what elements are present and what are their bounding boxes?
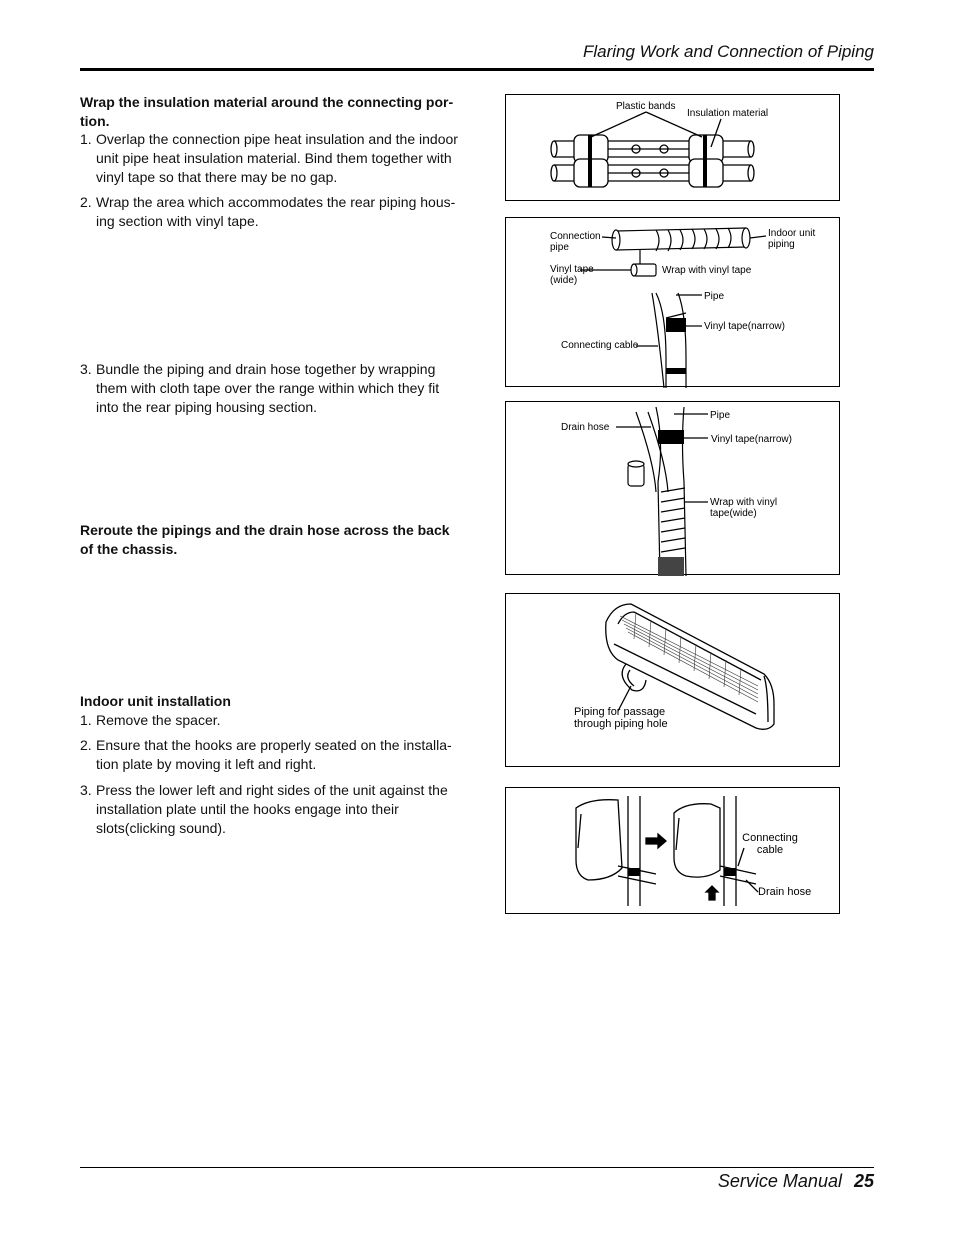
label-vinyl-tape-narrow: Vinyl tape(narrow) — [711, 434, 792, 445]
page-header-title: Flaring Work and Connection of Piping — [582, 42, 874, 61]
label-connecting-cable: Connecting cable — [561, 340, 639, 351]
step-text: Overlap the connection pipe heat insulation and the indoor unit pipe heat insulation material. Bind them together with vinyl tape so that there may be no gap. — [96, 131, 458, 185]
figure-drain-hose-bundle — [505, 401, 840, 575]
step-number: 1. — [80, 712, 92, 728]
label-vinyl-tape-wide: Vinyl tape (wide) — [550, 264, 594, 286]
label-connecting-cable: Connecting cable — [742, 832, 798, 856]
step-1-overlap — [80, 130, 465, 187]
footer-divider — [80, 1167, 874, 1168]
figure-vinyl-tape — [505, 217, 840, 387]
figure-indoor-unit — [505, 593, 840, 767]
section-heading-wrap-insulation: Wrap the insulation material around the connecting por-tion. — [80, 94, 454, 129]
label-pipe: Pipe — [710, 410, 731, 421]
footer-label: Service Manual — [717, 1171, 842, 1191]
label-insulation-material: Insulation material — [687, 108, 769, 119]
step-number: 3. — [80, 361, 92, 377]
figure-hook-installation — [505, 787, 840, 914]
label-drain-hose: Drain hose — [758, 886, 812, 898]
step-text: Ensure that the hooks are properly seated on the installa-tion plate by moving it left and right. — [96, 737, 452, 772]
label-vinyl-tape-narrow: Vinyl tape(narrow) — [704, 321, 785, 332]
step-text: Remove the spacer. — [96, 712, 221, 728]
step-number: 2. — [80, 194, 92, 210]
figure-insulation-wrap — [505, 94, 840, 201]
label-connection-pipe: Connection pipe — [550, 231, 601, 253]
label-wrap-with-vinyl-tape: Wrap with vinyl tape — [662, 265, 752, 276]
step-2-wrap-area — [80, 193, 465, 231]
step-number: 2. — [80, 737, 92, 753]
section-heading-indoor-unit: Indoor unit installation — [80, 693, 231, 709]
install-step-1 — [80, 711, 465, 730]
label-wrap-with-vinyl-tape-wide: Wrap with vinyl tape(wide) — [710, 497, 778, 519]
step-3-bundle — [80, 360, 465, 417]
label-drain-hose: Drain hose — [561, 422, 610, 433]
label-plastic-bands: Plastic bands — [616, 101, 676, 112]
label-pipe: Pipe — [704, 291, 725, 302]
step-number: 1. — [80, 131, 92, 147]
step-text: Press the lower left and right sides of the unit against the installation plate until the hooks engage into their slots(clicking sound). — [96, 782, 448, 836]
page-footer — [560, 1171, 874, 1192]
step-text: Bundle the piping and drain hose together by wrapping them with cloth tape over the range within which they fit into the rear piping housing section. — [96, 361, 440, 415]
section-heading-reroute: Reroute the pipings and the drain hose across the back of the chassis. — [80, 522, 450, 557]
drain-hose-illustration — [506, 402, 841, 576]
indoor-unit-illustration — [506, 594, 841, 768]
install-step-2 — [80, 736, 465, 774]
step-text: Wrap the area which accommodates the rear piping hous-ing section with vinyl tape. — [96, 194, 456, 229]
label-indoor-unit-piping: Indoor unit piping — [768, 228, 816, 250]
label-piping-passage: Piping for passage through piping hole — [574, 706, 668, 730]
header-divider — [80, 68, 874, 71]
install-step-3 — [80, 781, 465, 838]
step-number: 3. — [80, 782, 92, 798]
page-number: 25 — [853, 1171, 874, 1191]
